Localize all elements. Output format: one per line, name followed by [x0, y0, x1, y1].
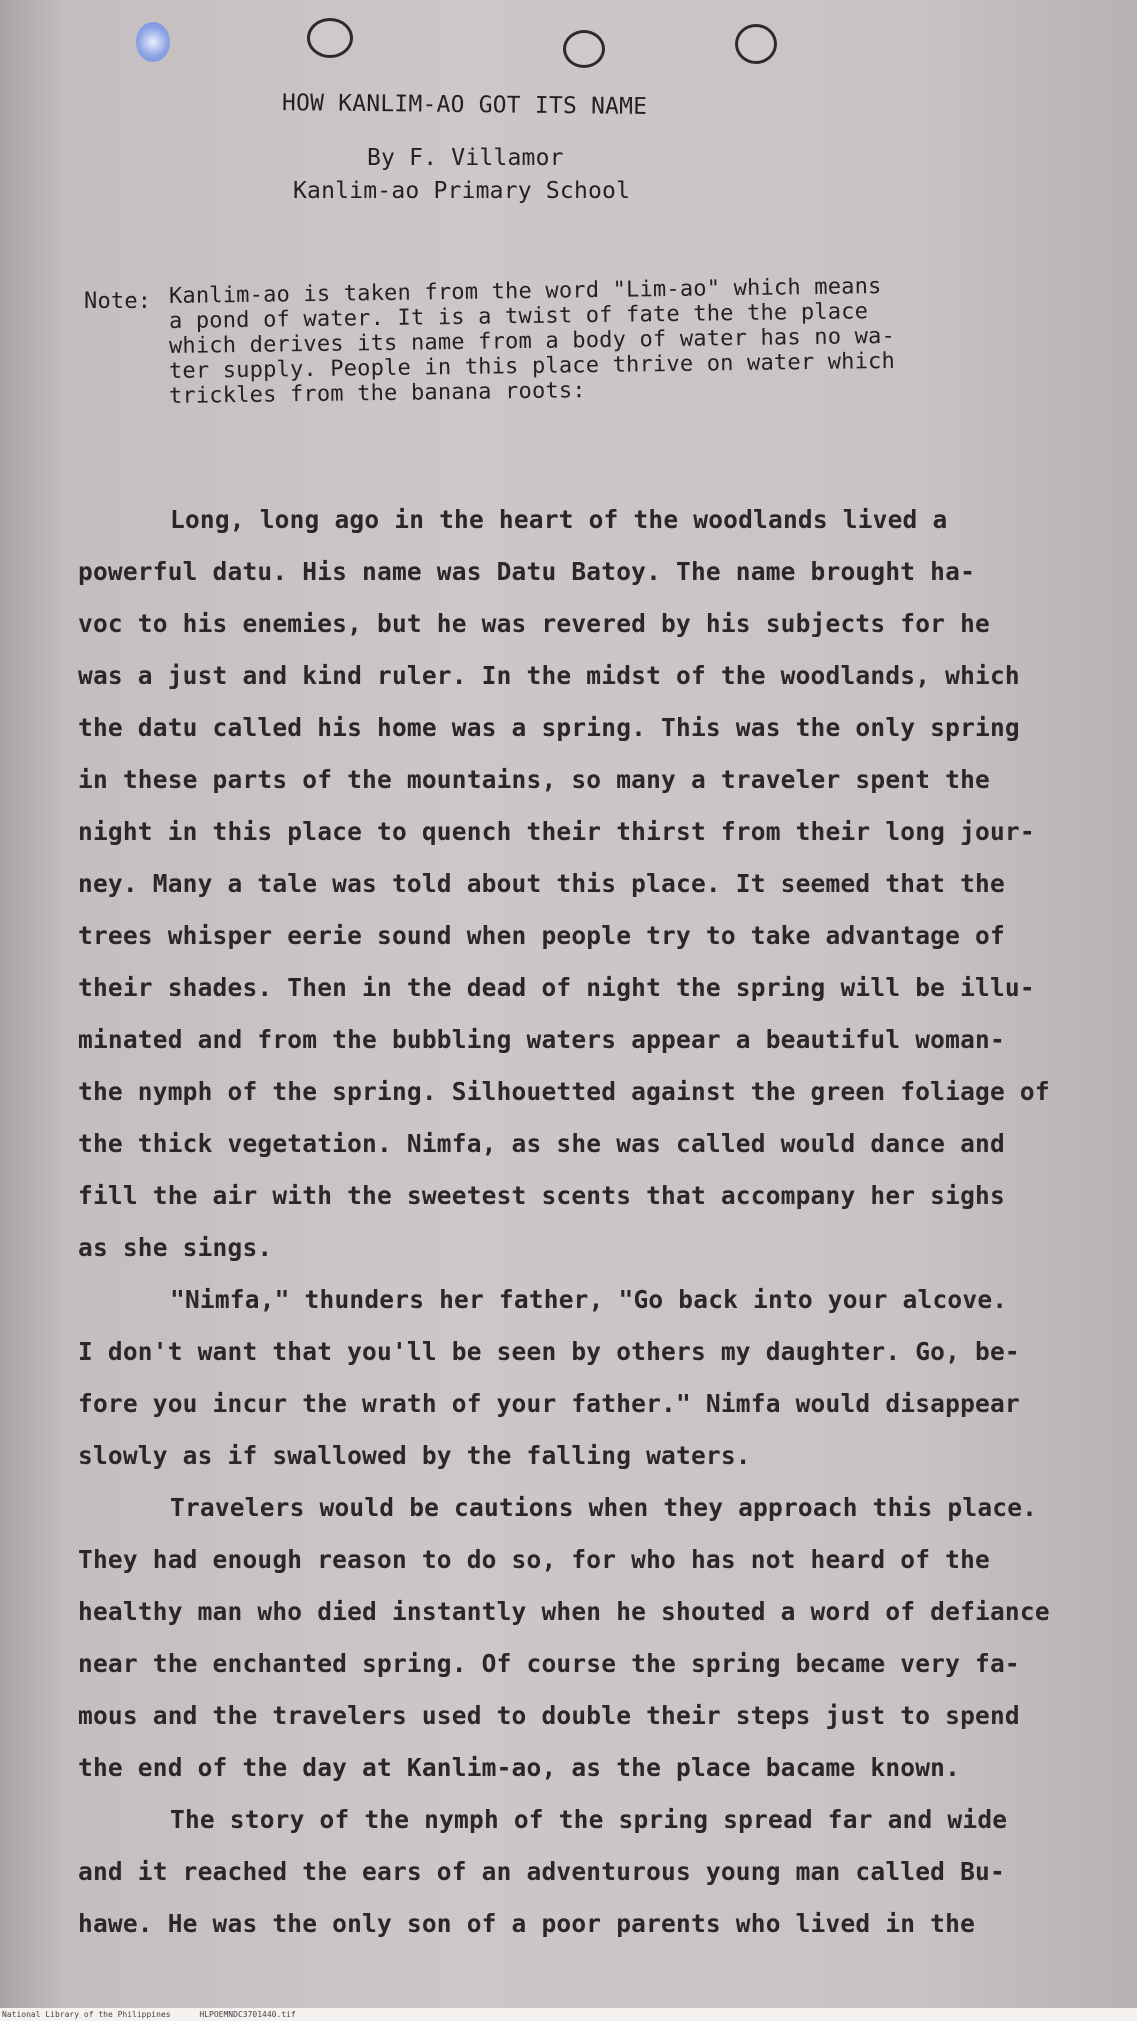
document-school: Kanlim-ao Primary School — [293, 178, 631, 204]
note-label: Note: — [84, 289, 152, 314]
document-byline: By F. Villamor — [367, 145, 564, 171]
body-line: fore you incur the wrath of your father." Nimfa would disappear — [78, 1389, 1020, 1418]
body-line: trees whisper eerie sound when people try to take advantage of — [78, 921, 1005, 950]
body-line: slowly as if swallowed by the falling waters. — [78, 1441, 751, 1470]
body-line: and it reached the ears of an adventurous young man called Bu- — [78, 1857, 1005, 1886]
body-line: powerful datu. His name was Datu Batoy. The name brought ha- — [78, 557, 976, 586]
punch-hole-icon — [563, 30, 605, 68]
body-line: the datu called his home was a spring. This was the only spring — [78, 713, 1020, 742]
note-line: ter supply. People in this place thrive on water which — [168, 348, 896, 384]
body-line: The story of the nymph of the spring spread far and wide — [170, 1805, 1008, 1834]
body-line: healthy man who died instantly when he shouted a word of defiance — [78, 1597, 1050, 1626]
body-line: near the enchanted spring. Of course the spring became very fa- — [78, 1649, 1020, 1678]
body-line: the thick vegetation. Nimfa, as she was called would dance and — [78, 1129, 1005, 1158]
punch-hole-icon — [735, 24, 777, 64]
punch-hole-icon — [136, 22, 170, 62]
body-line: hawe. He was the only son of a poor parents who lived in the — [78, 1909, 976, 1938]
body-line: "Nimfa," thunders her father, "Go back into your alcove. — [170, 1285, 1008, 1314]
body-line: in these parts of the mountains, so many a traveler spent the — [78, 765, 990, 794]
body-line: the nymph of the spring. Silhouetted against the green foliage of — [78, 1077, 1050, 1106]
body-line: voc to his enemies, but he was revered by his subjects for he — [78, 609, 990, 638]
note-line: which derives its name from a body of water has no wa- — [168, 323, 896, 359]
body-line: night in this place to quench their thirst from their long jour- — [78, 817, 1035, 846]
body-line: minated and from the bubbling waters appear a beautiful woman- — [78, 1025, 1005, 1054]
body-line: the end of the day at Kanlim-ao, as the place bacame known. — [78, 1753, 961, 1782]
body-line: They had enough reason to do so, for who has not heard of the — [78, 1545, 990, 1574]
punch-hole-icon — [307, 18, 353, 58]
body-line: Long, long ago in the heart of the woodlands lived a — [170, 505, 948, 534]
footer-library: National Library of the Philippines — [2, 2010, 171, 2019]
body-line: mous and the travelers used to double their steps just to spend — [78, 1701, 1020, 1730]
body-line: ney. Many a tale was told about this place. It seemed that the — [78, 869, 1005, 898]
document-title: HOW KANLIM-AO GOT ITS NAME — [281, 90, 648, 120]
body-line: their shades. Then in the dead of night the spring will be illu- — [78, 973, 1035, 1002]
body-line: I don't want that you'll be seen by others my daughter. Go, be- — [78, 1337, 1020, 1366]
footer-file: HLPOEMNDC3701440.tif — [199, 2010, 296, 2019]
note-line: a pond of water. It is a twist of fate the the place — [168, 299, 869, 334]
body-line: fill the air with the sweetest scents that accompany her sighs — [78, 1181, 1005, 1210]
body-line: Travelers would be cautions when they approach this place. — [170, 1493, 1038, 1522]
note-line: trickles from the banana roots: — [168, 378, 586, 409]
scan-footer — [0, 2008, 1137, 2021]
body-line: as she sings. — [78, 1233, 273, 1262]
body-line: was a just and kind ruler. In the midst of the woodlands, which — [78, 661, 1020, 690]
note-line: Kanlim-ao is taken from the word "Lim-ao" which means — [168, 274, 882, 309]
